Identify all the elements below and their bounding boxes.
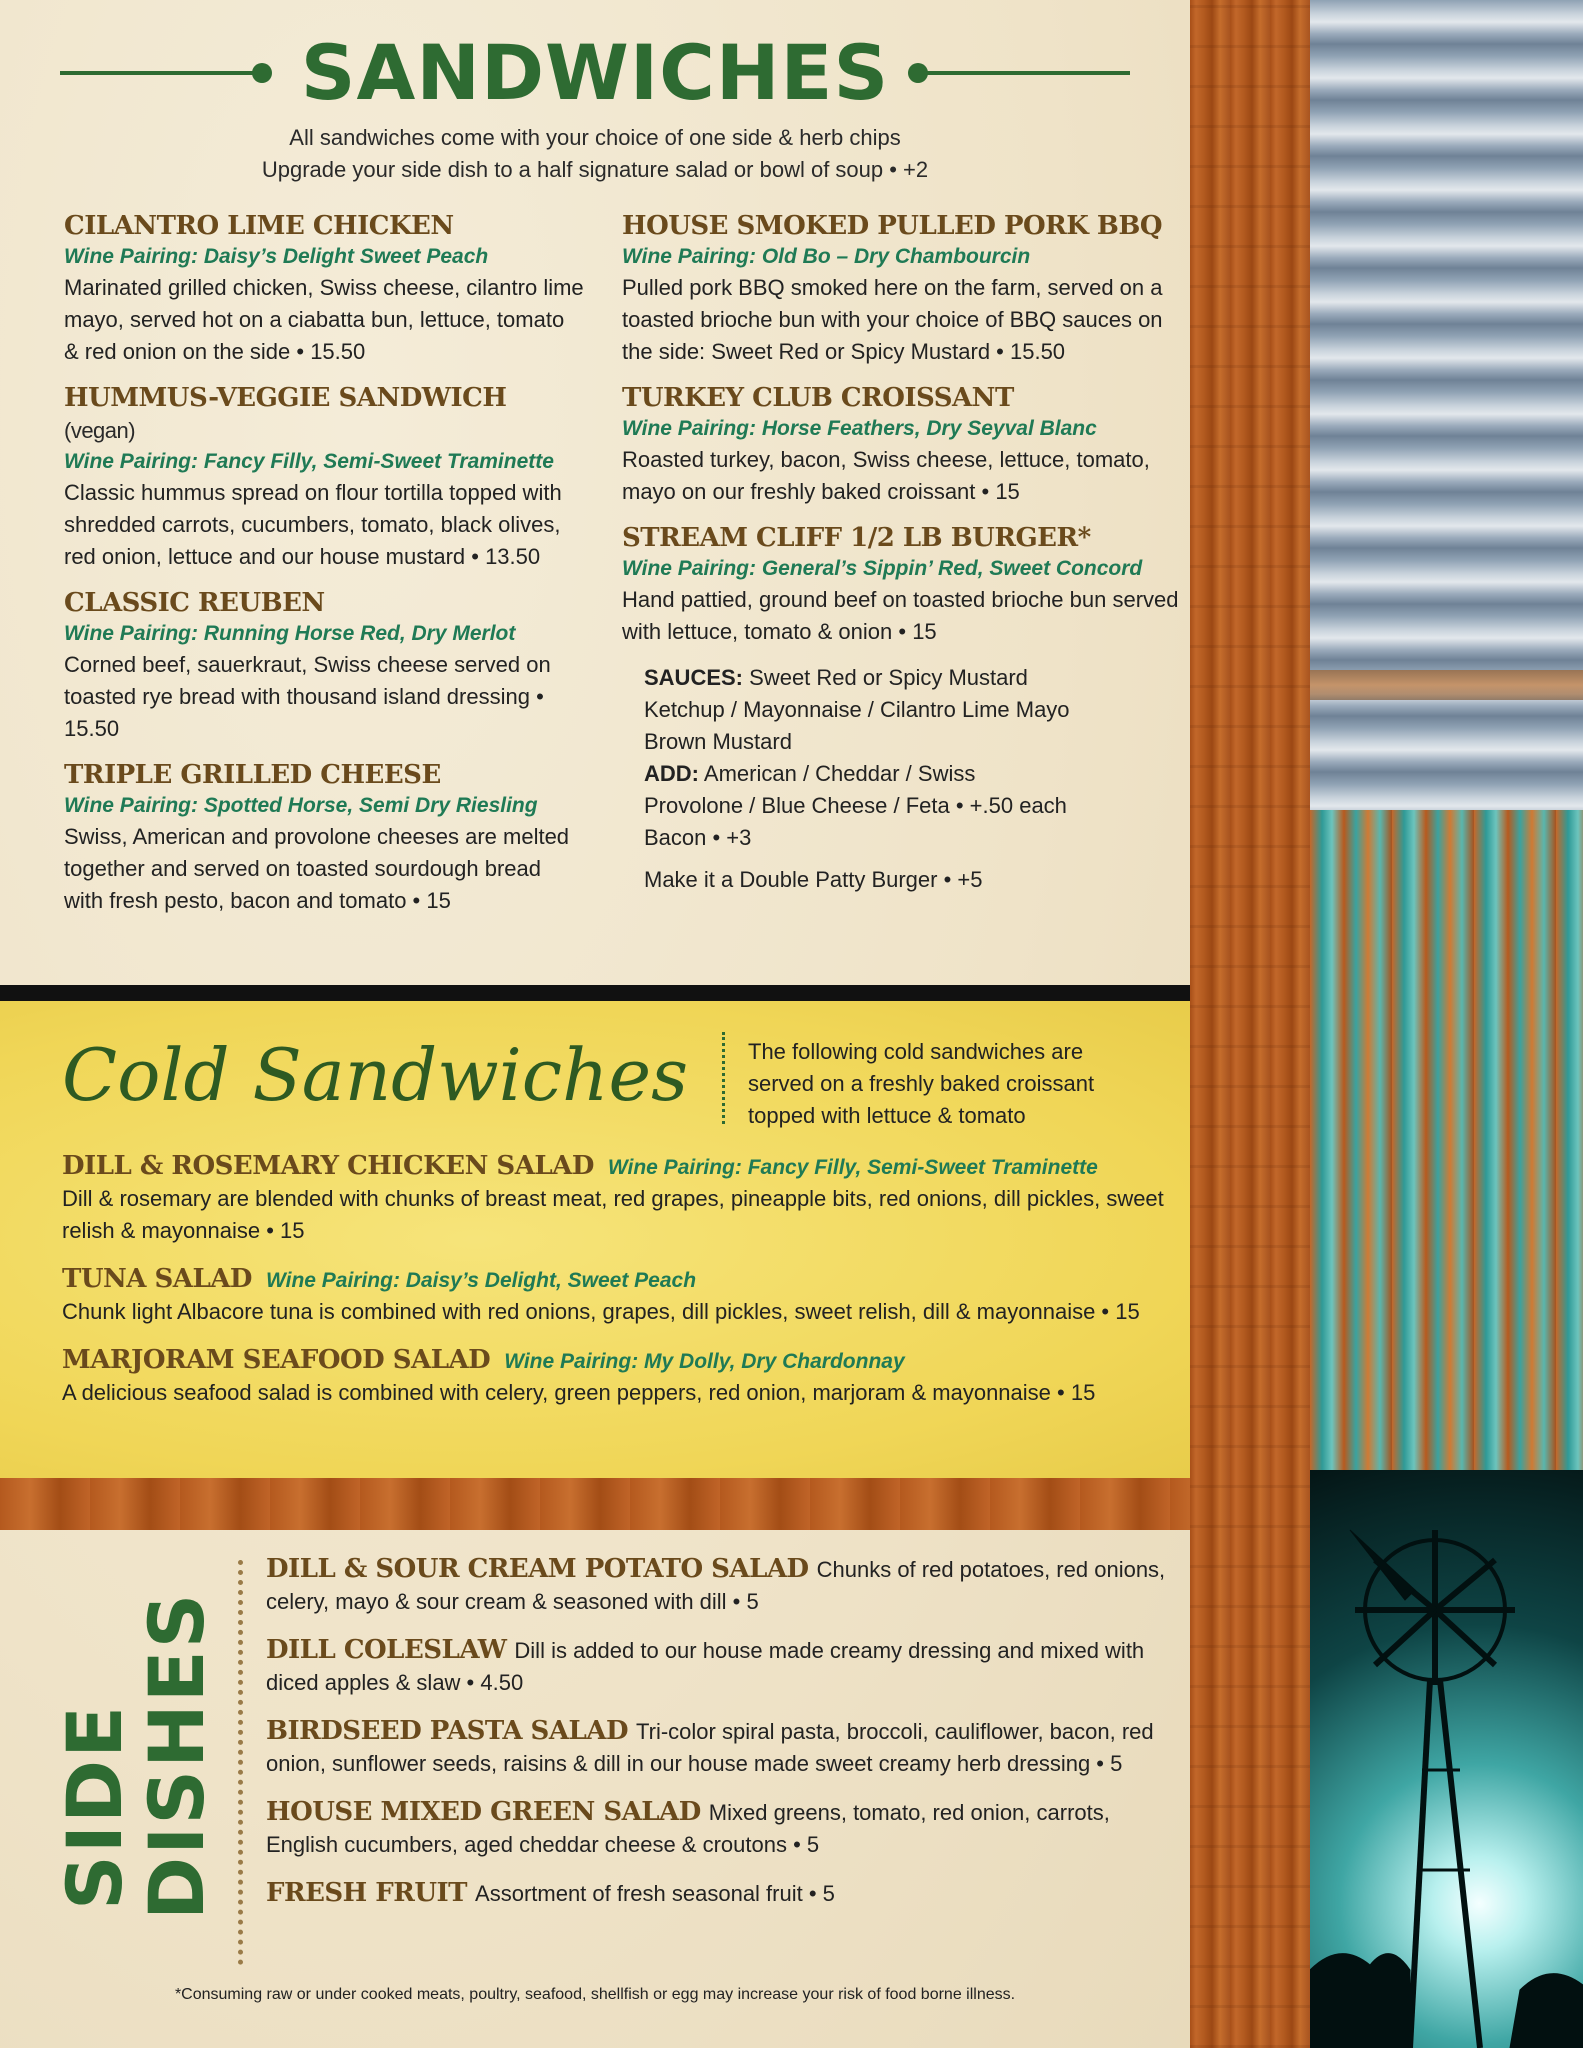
sandwiches-intro <box>0 122 1190 186</box>
menu-item <box>62 1344 1172 1409</box>
side-item <box>266 1796 1166 1861</box>
item-name: BIRDSEED PASTA SALAD <box>266 1716 629 1746</box>
sauces-line: Brown Mustard <box>644 729 792 754</box>
menu-item <box>622 210 1182 368</box>
item-description: Tri-color spiral pasta, broccoli, cauliflower, bacon, red onion, sunflower seeds, raisins & dill in our house made sweet creamy herb dressing • 5 <box>266 1719 1154 1776</box>
add-line: Bacon • +3 <box>644 825 752 850</box>
item-name-row <box>64 382 584 447</box>
add-text: American / Cheddar / Swiss <box>703 761 976 786</box>
item-description: Classic hummus spread on flour tortilla topped with shredded carrots, cucumbers, tomato, black olives, red onion, lettuce and our house mustard • 13.50 <box>64 480 562 569</box>
wine-pairing: Wine Pairing: Spotted Horse, Semi Dry Riesling <box>64 794 538 817</box>
menu-item <box>64 759 584 917</box>
item-description: Assortment of fresh seasonal fruit • 5 <box>475 1881 835 1906</box>
item-description: Hand pattied, ground beef on toasted brioche bun served with lettuce, tomato & onion • 15 <box>622 587 1179 644</box>
item-name: HOUSE MIXED GREEN SALAD <box>266 1797 701 1827</box>
sauces-line: Ketchup / Mayonnaise / Cilantro Lime Mayo <box>644 697 1070 722</box>
item-description: Marinated grilled chicken, Swiss cheese, cilantro lime mayo, served hot on a ciabatta bun, lettuce, tomato & red onion on the side • 15.50 <box>64 275 584 364</box>
sauces-line <box>644 662 1182 694</box>
corrugated-metal-image <box>1310 0 1583 810</box>
menu-item <box>64 587 584 745</box>
item-description: Mixed greens, tomato, red onion, carrots, English cucumbers, aged cheddar cheese & croutons • 5 <box>266 1800 1110 1857</box>
item-name: TURKEY CLUB CROISSANT <box>622 383 1014 413</box>
item-name: CLASSIC REUBEN <box>64 588 325 618</box>
wine-pairing: Wine Pairing: Daisy’s Delight, Sweet Peach <box>265 1269 697 1292</box>
cold-intro: The following cold sandwiches are served on a freshly baked croissant topped with lettuce & tomato <box>748 1039 1095 1128</box>
item-name: CILANTRO LIME CHICKEN <box>64 211 454 241</box>
item-description: A delicious seafood salad is combined with celery, green peppers, red onion, marjoram & mayonnaise • 15 <box>62 1380 1096 1405</box>
side-title-line2: DISHES <box>132 1591 221 1920</box>
item-name: TRIPLE GRILLED CHEESE <box>64 760 441 790</box>
side-dishes-list <box>266 1553 1166 1926</box>
wine-pairing: Wine Pairing: General’s Sippin’ Red, Sweet Concord <box>622 557 1143 580</box>
item-name: HUMMUS-VEGGIE SANDWICH <box>64 383 507 413</box>
weathered-wood-image <box>1310 810 1583 1470</box>
intro-line: All sandwiches come with your choice of one side & herb chips <box>289 125 901 150</box>
wine-pairing: Wine Pairing: My Dolly, Dry Chardonnay <box>504 1350 905 1373</box>
add-line: Provolone / Blue Cheese / Feta • +.50 each <box>644 793 1067 818</box>
wine-pairing: Wine Pairing: Daisy’s Delight Sweet Peach <box>64 245 489 268</box>
item-name: DILL COLESLAW <box>266 1635 507 1665</box>
side-item <box>266 1715 1166 1780</box>
side-divider <box>238 1560 243 1965</box>
item-name: MARJORAM SEAFOOD SALAD <box>62 1345 491 1375</box>
menu-item <box>622 382 1182 508</box>
item-description: Chunks of red potatoes, red onions, celery, mayo & sour cream & seasoned with dill • 5 <box>266 1557 1166 1614</box>
item-description: Dill is added to our house made creamy dressing and mixed with diced apples & slaw • 4.50 <box>266 1638 1145 1695</box>
side-title-line1: SIDE <box>50 1703 139 1910</box>
item-name: STREAM CLIFF 1/2 LB BURGER* <box>622 523 1091 553</box>
item-description: Roasted turkey, bacon, Swiss cheese, lettuce, tomato, mayo on our freshly baked croissant • 15 <box>622 447 1150 504</box>
sauces-text: Sweet Red or Spicy Mustard <box>749 665 1028 690</box>
menu-item <box>64 382 584 573</box>
wine-pairing: Wine Pairing: Fancy Filly, Semi-Sweet Traminette <box>607 1156 1098 1179</box>
item-name: HOUSE SMOKED PULLED PORK BBQ <box>622 211 1163 241</box>
item-name: DILL & ROSEMARY CHICKEN SALAD <box>62 1151 594 1181</box>
sandwiches-header <box>60 28 1130 118</box>
item-description: Pulled pork BBQ smoked here on the farm, served on a toasted brioche bun with your choice of BBQ sauces on the side: Sweet Red or Spicy Mustard • 15.50 <box>622 275 1163 364</box>
sandwiches-right-column <box>622 210 1182 896</box>
menu-item <box>62 1150 1172 1247</box>
sandwiches-title: SANDWICHES <box>300 28 890 117</box>
wine-pairing: Wine Pairing: Running Horse Red, Dry Merlot <box>64 622 516 645</box>
item-name: DILL & SOUR CREAM POTATO SALAD <box>266 1554 809 1584</box>
item-name: TUNA SALAD <box>62 1264 252 1294</box>
menu-item <box>64 210 584 368</box>
cold-divider <box>722 1032 725 1124</box>
cold-sandwiches-title: Cold Sandwiches <box>62 1033 689 1117</box>
item-description: Dill & rosemary are blended with chunks of breast meat, red grapes, pineapple bits, red onions, dill pickles, sweet relish & mayonnaise • 15 <box>62 1186 1164 1243</box>
vegan-note: (vegan) <box>64 418 136 443</box>
side-dishes-title <box>44 1580 221 1920</box>
wine-pairing: Wine Pairing: Old Bo – Dry Chambourcin <box>622 245 1031 268</box>
wood-beam-horizontal <box>0 1478 1310 1530</box>
sauces-label: SAUCES: <box>644 665 744 690</box>
side-item <box>266 1553 1166 1618</box>
burger-options <box>644 662 1182 896</box>
wine-pairing: Wine Pairing: Fancy Filly, Semi-Sweet Traminette <box>64 450 554 473</box>
cold-sandwiches-list <box>62 1150 1172 1425</box>
wine-pairing: Wine Pairing: Horse Feathers, Dry Seyval Blanc <box>622 417 1097 440</box>
menu-item <box>62 1263 1172 1328</box>
header-rule-right <box>925 71 1130 75</box>
add-line <box>644 758 1182 790</box>
item-description: Swiss, American and provolone cheeses are melted together and served on toasted sourdough bread with fresh pesto, bacon and tomato • 15 <box>64 824 570 913</box>
windmill-silhouette-icon <box>1310 1470 1583 2048</box>
footnote: *Consuming raw or under cooked meats, poultry, seafood, shellfish or egg may increase your risk of food borne illness. <box>174 1986 1016 2003</box>
add-label: ADD: <box>644 761 699 786</box>
side-item <box>266 1634 1166 1699</box>
side-item <box>266 1877 1166 1910</box>
item-description: Corned beef, sauerkraut, Swiss cheese served on toasted rye bread with thousand island dressing • 15.50 <box>64 652 551 741</box>
double-patty-note: Make it a Double Patty Burger • +5 <box>644 867 983 892</box>
intro-line: Upgrade your side dish to a half signature salad or bowl of soup • +2 <box>261 157 929 182</box>
item-description: Chunk light Albacore tuna is combined with red onions, grapes, dill pickles, sweet relish, dill & mayonnaise • 15 <box>62 1299 1140 1324</box>
item-name: FRESH FRUIT <box>266 1878 468 1908</box>
menu-item <box>622 522 1182 648</box>
sandwiches-left-column <box>64 210 584 931</box>
wood-beam-vertical <box>1190 0 1310 2048</box>
divider-bar <box>0 985 1310 1001</box>
